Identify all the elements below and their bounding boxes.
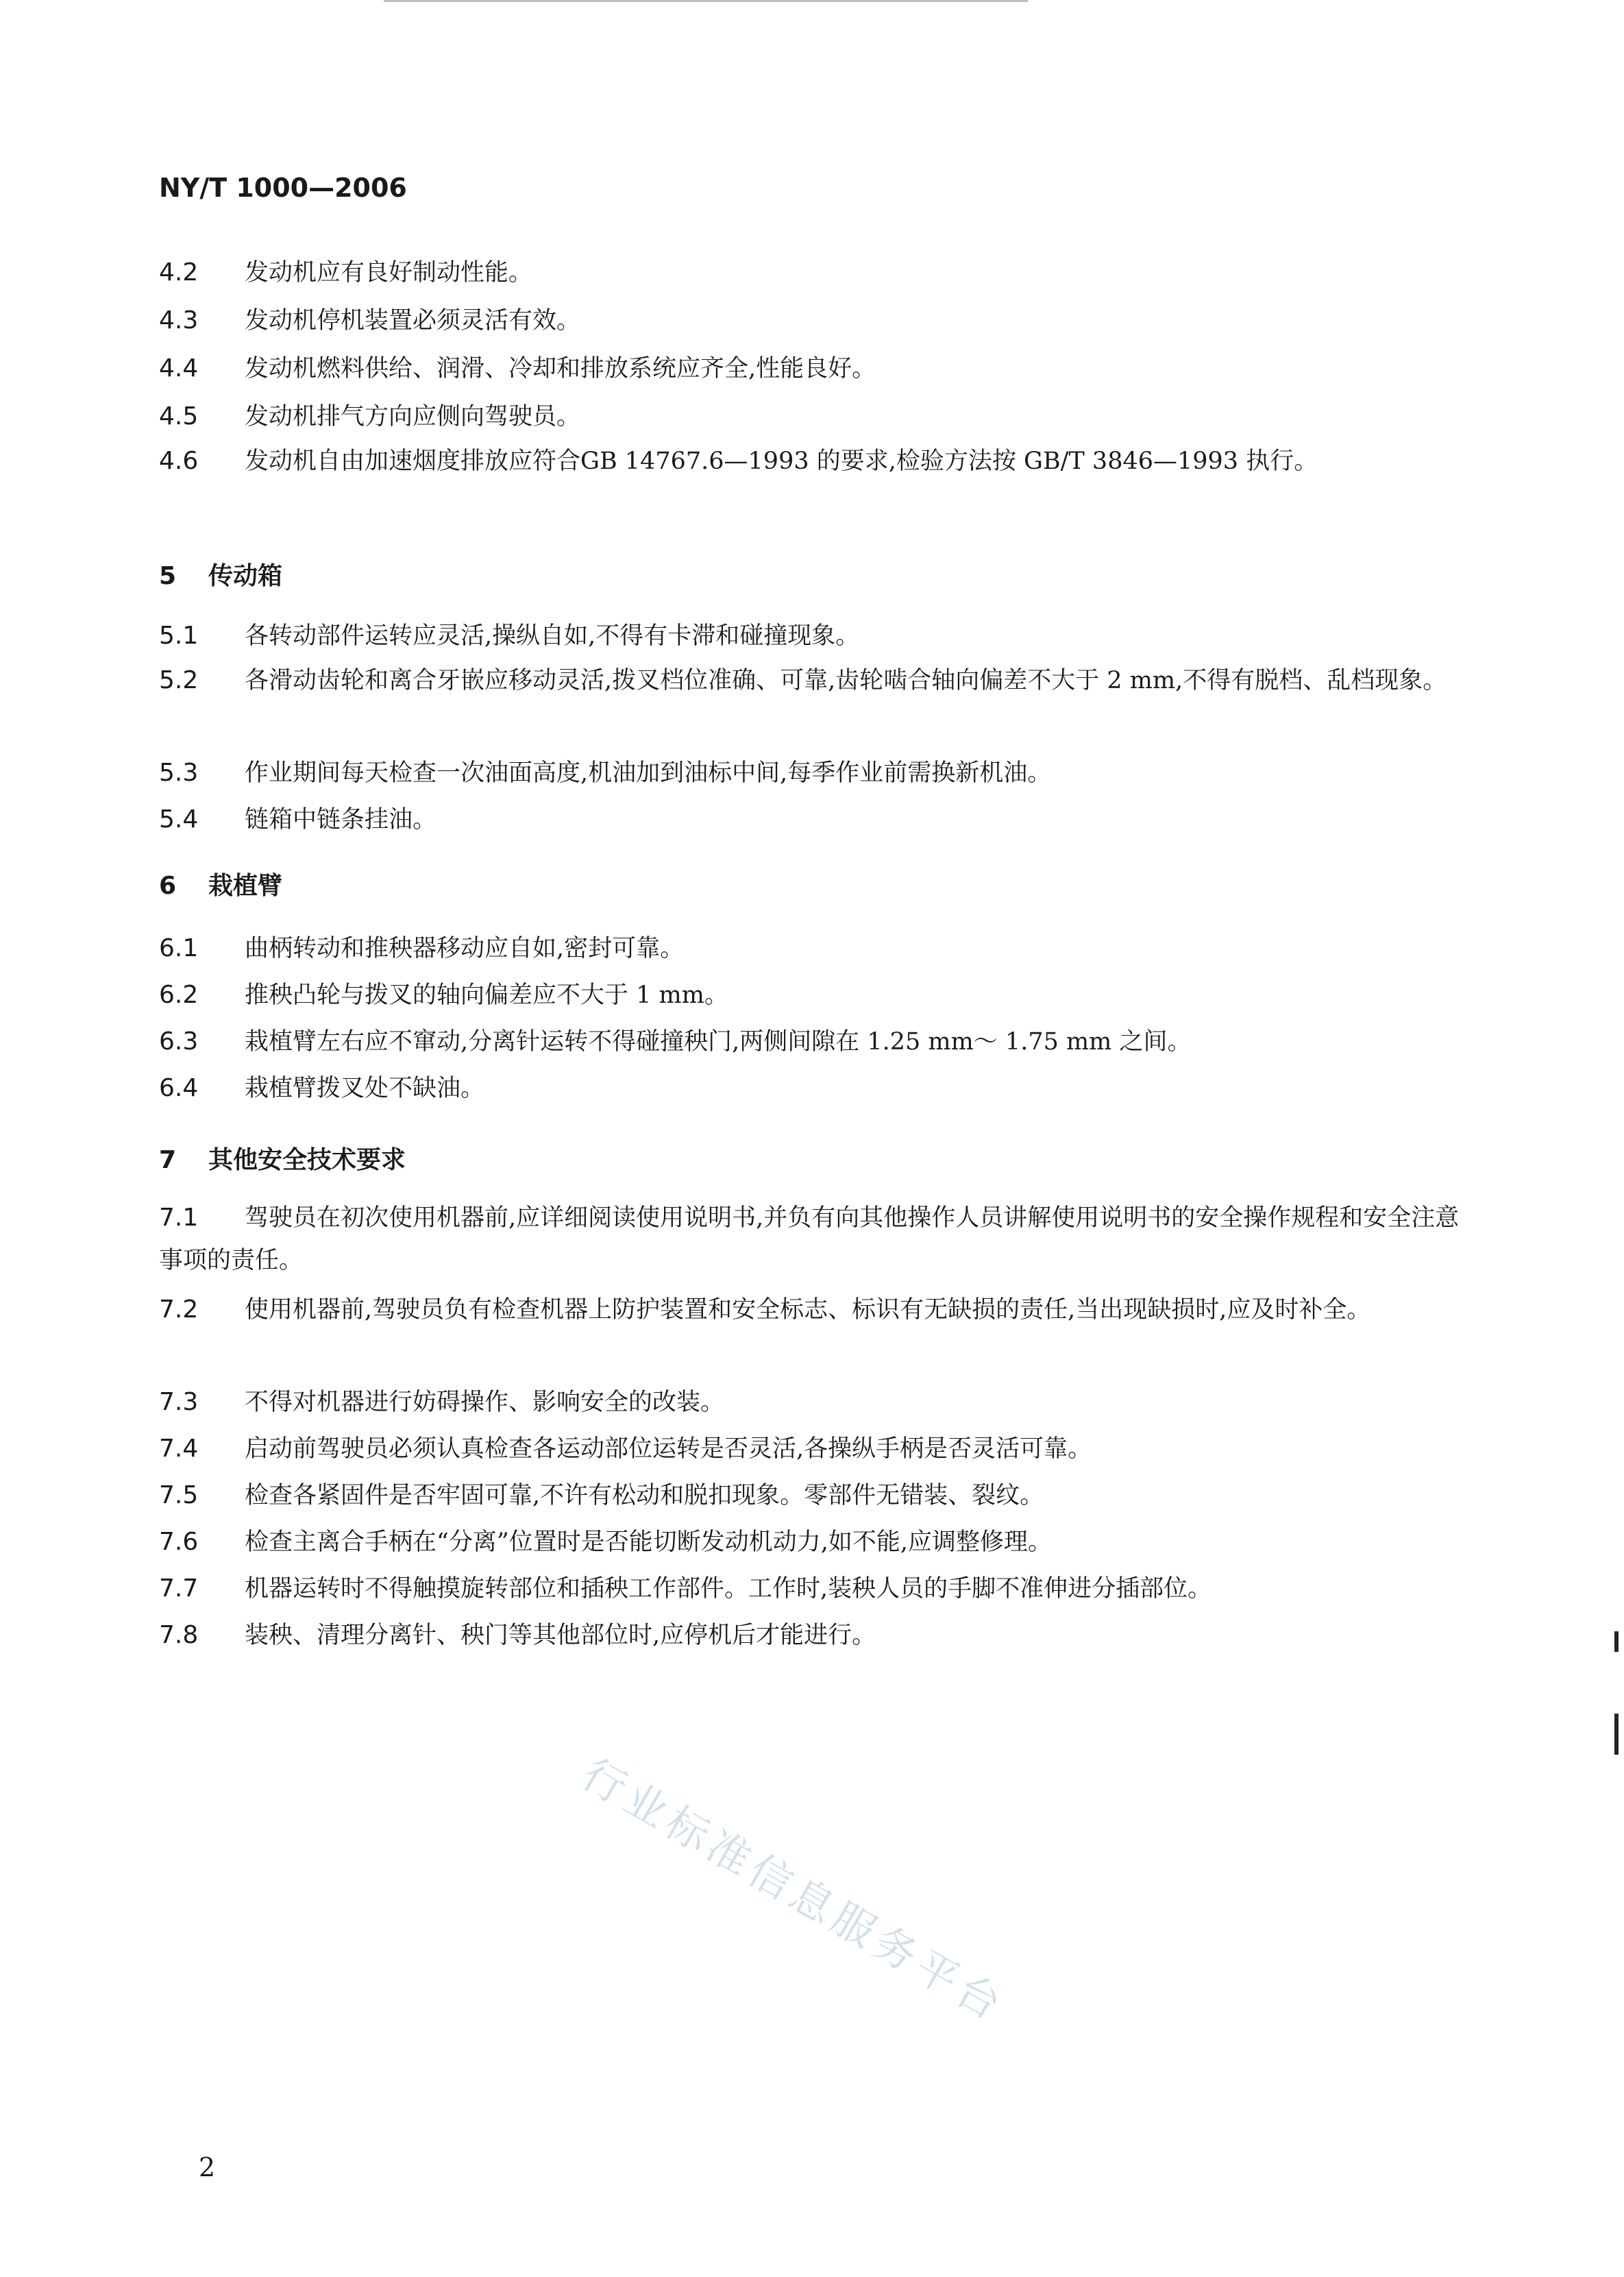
watermark-text: 行业标准信息服务平台 (574, 1749, 1014, 2032)
scan-edge-mark (1614, 1631, 1619, 1652)
clause-5-3: 5.3 作业期间每天检查一次油面高度,机油加到油标中间,每季作业前需换新机油。 (159, 759, 1052, 787)
clause-4-6: 4.6 发动机自由加速烟度排放应符合GB 14767.6—1993 的要求,检验方法按 GB/T 3846—1993 执行。 (159, 447, 1318, 475)
clause-6-2: 6.2 推秧凸轮与拨叉的轴向偏差应不大于 1 mm。 (159, 981, 728, 1009)
clause-7-6: 7.6 检查主离合手柄在“分离”位置时是否能切断发动机动力,如不能,应调整修理。 (159, 1528, 1053, 1556)
clause-4-2: 4.2 发动机应有良好制动性能。 (159, 258, 533, 287)
clause-5-2: 5.2 各滑动齿轮和离合牙嵌应移动灵活,拨叉档位准确、可靠,齿轮啮合轴向偏差不大于 2 mm,不得有脱档、乱档现象。 (159, 666, 1447, 694)
section-7-heading: 7 其他安全技术要求 (159, 1146, 406, 1174)
section-5-heading: 5 传动箱 (159, 562, 283, 590)
clause-7-1: 7.1 驾驶员在初次使用机器前,应详细阅读使用说明书,并负有向其他操作人员讲解使用说明书的安全操作规程和安全注意事项的责任。 (159, 1204, 1460, 1274)
clause-7-7: 7.7 机器运转时不得触摸旋转部位和插秧工作部件。工作时,装秧人员的手脚不准伸进分插部位。 (159, 1574, 1212, 1603)
clause-7-4: 7.4 启动前驾驶员必须认真检查各运动部位运转是否灵活,各操纵手柄是否灵活可靠。 (159, 1435, 1092, 1463)
clause-4-3: 4.3 发动机停机装置必须灵活有效。 (159, 306, 581, 334)
section-6-heading: 6 栽植臂 (159, 872, 283, 900)
scan-edge-mark (1614, 1714, 1619, 1755)
clause-5-1: 5.1 各转动部件运转应灵活,操纵自如,不得有卡滞和碰撞现象。 (159, 622, 860, 650)
clause-6-1: 6.1 曲柄转动和推秧器移动应自如,密封可靠。 (159, 934, 685, 962)
standard-code-header: NY/T 1000—2006 (159, 173, 407, 203)
page-number: 2 (199, 2152, 216, 2182)
clause-7-3: 7.3 不得对机器进行妨碍操作、影响安全的改装。 (159, 1388, 725, 1416)
clause-7-2: 7.2 使用机器前,驾驶员负有检查机器上防护装置和安全标志、标识有无缺损的责任,当出现缺损时,应及时补全。 (159, 1295, 1371, 1324)
clause-4-5: 4.5 发动机排气方向应侧向驾驶员。 (159, 402, 581, 430)
clause-7-5: 7.5 检查各紧固件是否牢固可靠,不许有松动和脱扣现象。零部件无错装、裂纹。 (159, 1481, 1044, 1509)
clause-4-4: 4.4 发动机燃料供给、润滑、冷却和排放系统应齐全,性能良好。 (159, 354, 876, 382)
scan-top-edge (384, 0, 1028, 2)
clause-7-8: 7.8 装秧、清理分离针、秧门等其他部位时,应停机后才能进行。 (159, 1621, 876, 1649)
clause-5-4: 5.4 链箱中链条挂油。 (159, 805, 437, 833)
clause-6-3: 6.3 栽植臂左右应不窜动,分离针运转不得碰撞秧门,两侧间隙在 1.25 mm～ 1.75 mm 之间。 (159, 1027, 1192, 1056)
clause-6-4: 6.4 栽植臂拨叉处不缺油。 (159, 1074, 485, 1102)
